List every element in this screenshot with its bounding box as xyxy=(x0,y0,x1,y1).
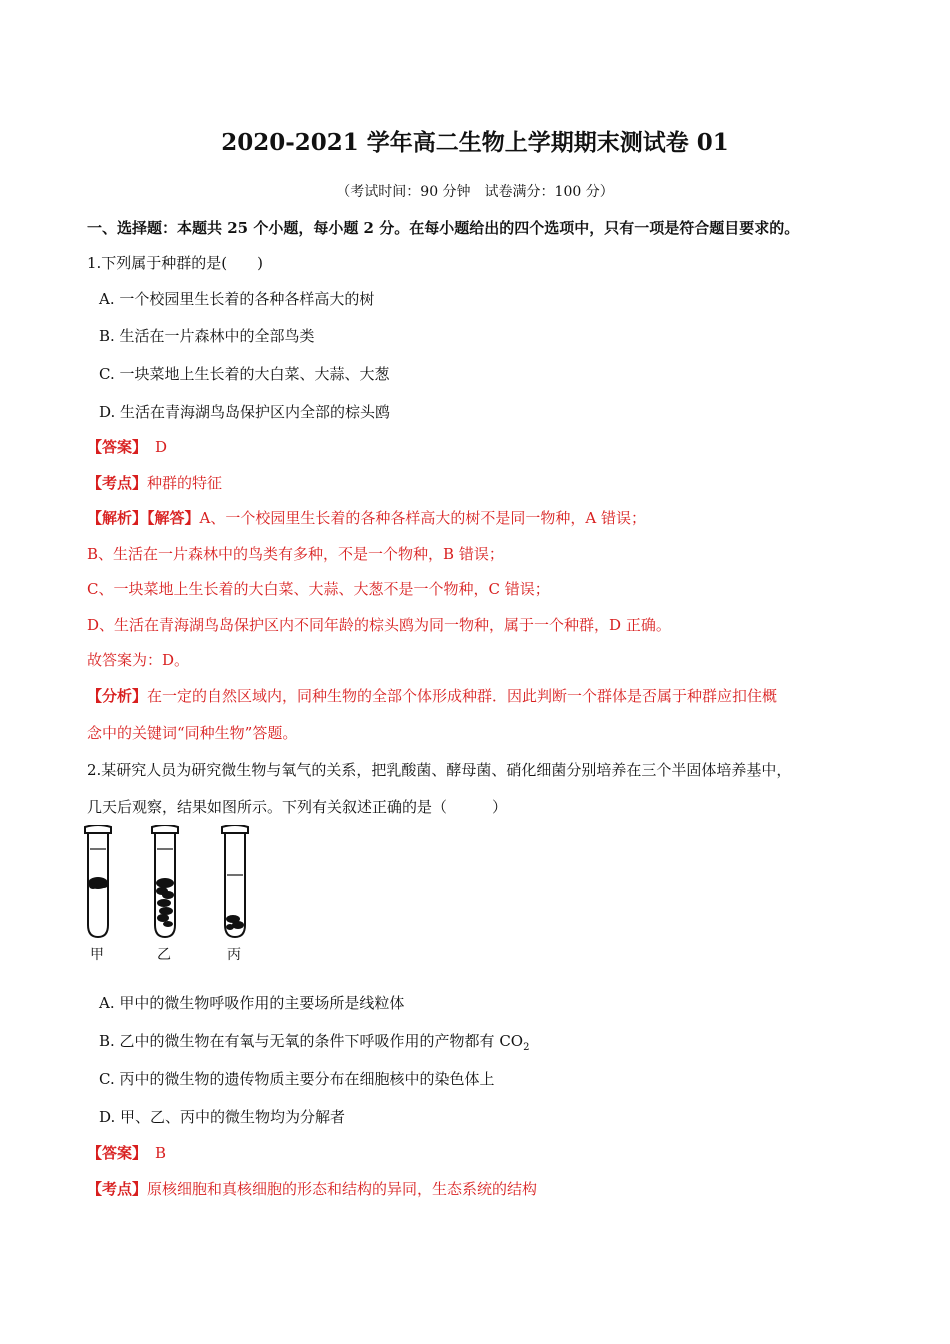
tube-label-bing: 丙 xyxy=(227,947,241,963)
tube-yi-growth xyxy=(156,878,174,927)
q1-stem: 1.下列属于种群的是( ) xyxy=(87,254,264,272)
tube-label-yi: 乙 xyxy=(157,947,171,963)
q1-analysis-1 xyxy=(87,508,646,528)
exam-info: （考试时间：90 分钟 试卷满分：100 分） xyxy=(336,184,614,200)
tube-jia-growth xyxy=(88,877,108,889)
q2-option-b xyxy=(99,1031,529,1058)
q1-discussion-1 xyxy=(87,686,777,706)
q1-option-a: A. 一个校园里生长着的各种各样高大的树 xyxy=(99,290,375,308)
q2-option-c: C. 丙中的微生物的遗传物质主要分布在细胞核中的染色体上 xyxy=(99,1070,495,1088)
tube-bing-growth xyxy=(226,915,244,930)
q2-stem-1: 2.某研究人员为研究微生物与氧气的关系，把乳酸菌、酵母菌、硝化细菌分别培养在三个半固体培养基中， xyxy=(87,761,792,779)
discussion-line: 在一定的自然区域内，同种生物的全部个体形成种群．因此判断一个群体是否属于种群应扣住概 xyxy=(147,687,778,705)
point-label: 【考点】 xyxy=(87,1180,148,1198)
q1-analysis-2: B、生活在一片森林中的鸟类有多种，不是一个物种，B 错误； xyxy=(87,545,504,563)
analysis-line: A、一个校园里生长着的各种各样高大的树不是同一物种，A 错误； xyxy=(199,509,646,527)
analysis-label: 【解析】【解答】 xyxy=(87,509,200,527)
q1-answer xyxy=(87,437,167,457)
answer-value: D xyxy=(155,438,168,456)
q2-stem-2: 几天后观察，结果如图所示。下列有关叙述正确的是（ ） xyxy=(87,798,508,816)
q1-conclusion: 故答案为：D。 xyxy=(87,651,190,669)
section-heading: 一、选择题：本题共 25 个小题，每小题 2 分。在每小题给出的四个选项中，只有一项是符合题目要求的。 xyxy=(87,219,800,237)
q1-analysis-3: C、一块菜地上生长着的大白菜、大蒜、大葱不是一个物种，C 错误； xyxy=(87,580,550,598)
q1-option-c: C. 一块菜地上生长着的大白菜、大蒜、大葱 xyxy=(99,365,390,383)
q1-option-d: D. 生活在青海湖鸟岛保护区内全部的棕头鸥 xyxy=(99,403,391,421)
answer-value: B xyxy=(155,1144,167,1162)
answer-label: 【答案】 xyxy=(87,438,148,456)
point-value: 种群的特征 xyxy=(147,474,223,492)
q2-option-a: A. 甲中的微生物呼吸作用的主要场所是线粒体 xyxy=(99,994,405,1012)
q2-answer xyxy=(87,1143,166,1163)
page-title: 2020-2021 学年高二生物上学期期末测试卷 01 xyxy=(221,129,729,156)
discussion-label: 【分析】 xyxy=(87,687,148,705)
q1-analysis-4: D、生活在青海湖鸟岛保护区内不同年龄的棕头鸥为同一物种，属于一个种群，D 正确。 xyxy=(87,616,671,634)
tube-label-jia: 甲 xyxy=(90,947,104,963)
point-value: 原核细胞和真核细胞的形态和结构的异同，生态系统的结构 xyxy=(147,1180,538,1198)
q2-option-b-text: B. 乙中的微生物在有氧与无氧的条件下呼吸作用的产物都有 CO xyxy=(99,1032,524,1050)
q2-point xyxy=(87,1179,537,1199)
q1-point xyxy=(87,473,222,493)
point-label: 【考点】 xyxy=(87,474,148,492)
answer-label: 【答案】 xyxy=(87,1144,148,1162)
q2-option-d: D. 甲、乙、丙中的微生物均为分解者 xyxy=(99,1108,346,1126)
test-tube-figure xyxy=(80,825,260,945)
q2-option-b-subscript: 2 xyxy=(523,1042,530,1053)
q1-discussion-2: 念中的关键词“同种生物”答题。 xyxy=(87,724,298,742)
q1-option-b: B. 生活在一片森林中的全部鸟类 xyxy=(99,327,315,345)
